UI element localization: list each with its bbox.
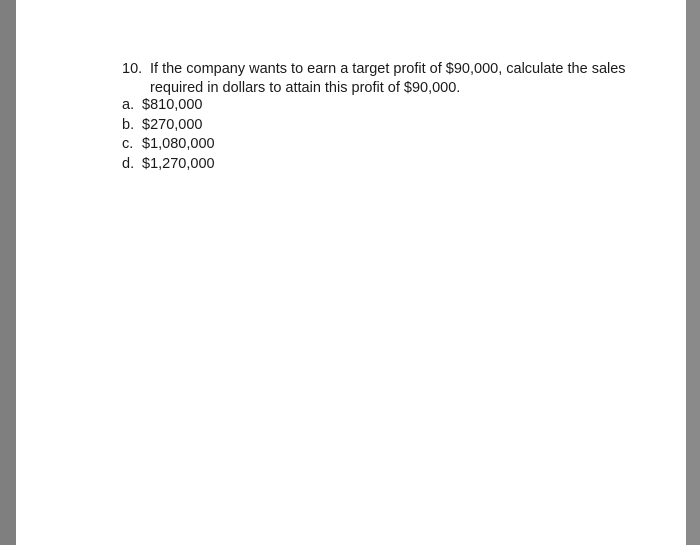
option-letter: b.	[122, 116, 135, 133]
document-page	[16, 0, 686, 545]
answer-options	[122, 96, 215, 174]
option-letter: c.	[122, 136, 134, 152]
question	[122, 60, 642, 98]
option-value: $1,270,000	[142, 155, 215, 172]
option-letter: d.	[122, 155, 135, 172]
page-border	[686, 0, 700, 545]
option-value: $810,000	[142, 97, 203, 113]
question-text: If the company wants to earn a target profit of $90,000, calculate the sales required in dollars to attain this profit of $90,000.	[150, 61, 626, 96]
option-value: $270,000	[142, 116, 203, 133]
option-d	[122, 155, 215, 175]
option-letter: a.	[122, 97, 135, 113]
option-a	[122, 96, 215, 116]
option-value: $1,080,000	[142, 136, 215, 152]
option-b	[122, 116, 215, 136]
option-c	[122, 135, 215, 155]
question-number: 10.	[122, 61, 143, 77]
